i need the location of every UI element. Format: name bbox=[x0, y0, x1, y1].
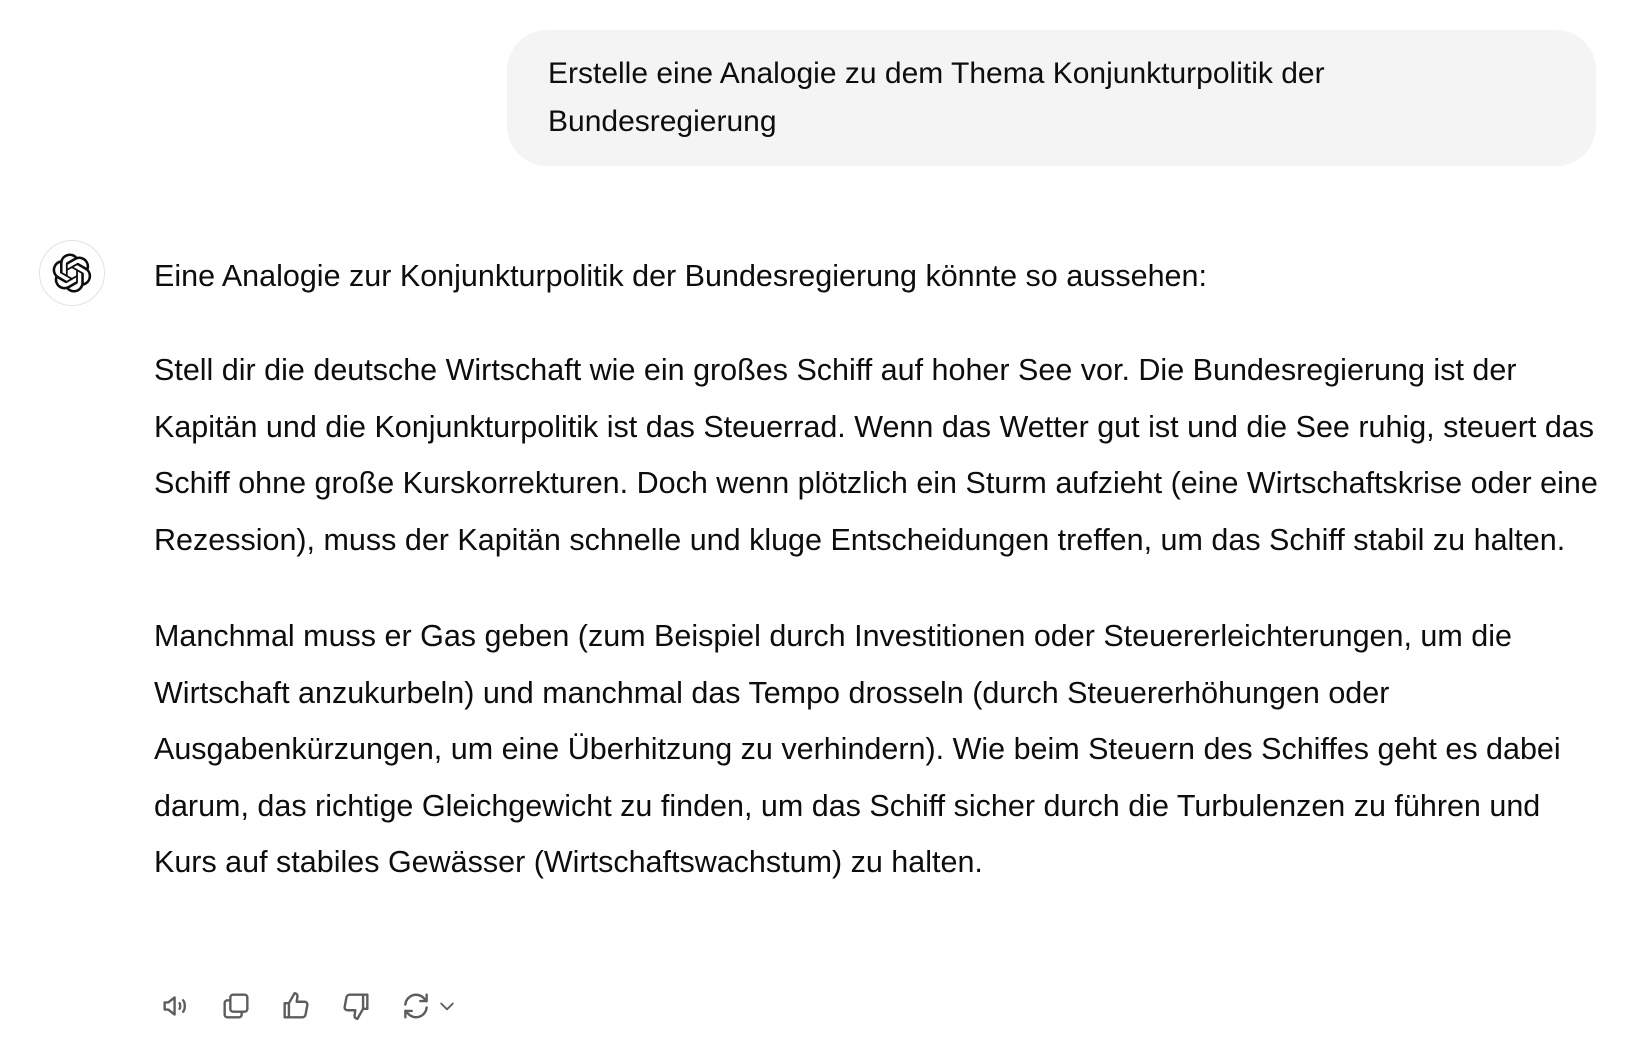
assistant-response bbox=[154, 250, 1599, 931]
copy-icon bbox=[219, 989, 253, 1023]
openai-logo-icon bbox=[52, 253, 92, 293]
response-paragraph-intro: Eine Analogie zur Konjunkturpolitik der Bundesregierung könnte so aussehen: bbox=[154, 259, 1207, 293]
thumbs-down-icon bbox=[339, 989, 373, 1023]
chevron-down-icon bbox=[437, 996, 457, 1016]
response-paragraph: Stell dir die deutsche Wirtschaft wie ein großes Schiff auf hoher See vor. Die Bundesregierung ist der Kapitän und die Konjunkturpolitik ist das Steuerrad. Wenn das Wetter gut ist und die See ruhig, steuert das Schiff ohne große Kurskorrekturen. Doch wenn plötzlich ein Sturm aufzieht (eine Wirtschaftskrise oder eine Rezession), muss der Kapitän schnelle und kluge Entscheidungen treffen, um das Schiff stabil zu halten. bbox=[154, 353, 1598, 557]
user-message-bubble bbox=[507, 30, 1596, 166]
bad-response-button[interactable] bbox=[336, 986, 376, 1026]
thumbs-up-icon bbox=[279, 989, 313, 1023]
response-paragraph: Manchmal muss er Gas geben (zum Beispiel durch Investitionen oder Steuererleichterungen, um die Wirtschaft anzukurbeln) und manchmal das Tempo drosseln (durch Steuererhöhungen oder Ausgabenkürzungen, um eine Überhitzung zu verhindern). Wie beim Steuern des Schiffes geht es dabei darum, das richtige Gleichgewicht zu finden, um das Schiff sicher durch die Turbulenzen zu führen und Kurs auf stabiles Gewässer (Wirtschaftswachstum) zu halten. bbox=[154, 619, 1561, 879]
assistant-avatar bbox=[39, 240, 105, 306]
copy-button[interactable] bbox=[216, 986, 256, 1026]
read-aloud-button[interactable] bbox=[156, 986, 196, 1026]
regenerate-icon bbox=[399, 989, 433, 1023]
good-response-button[interactable] bbox=[276, 986, 316, 1026]
speaker-icon bbox=[159, 989, 193, 1023]
message-action-bar bbox=[156, 986, 460, 1026]
regenerate-button[interactable] bbox=[396, 986, 460, 1026]
user-message-text: Erstelle eine Analogie zu dem Thema Konjunkturpolitik der Bundesregierung bbox=[548, 57, 1325, 138]
